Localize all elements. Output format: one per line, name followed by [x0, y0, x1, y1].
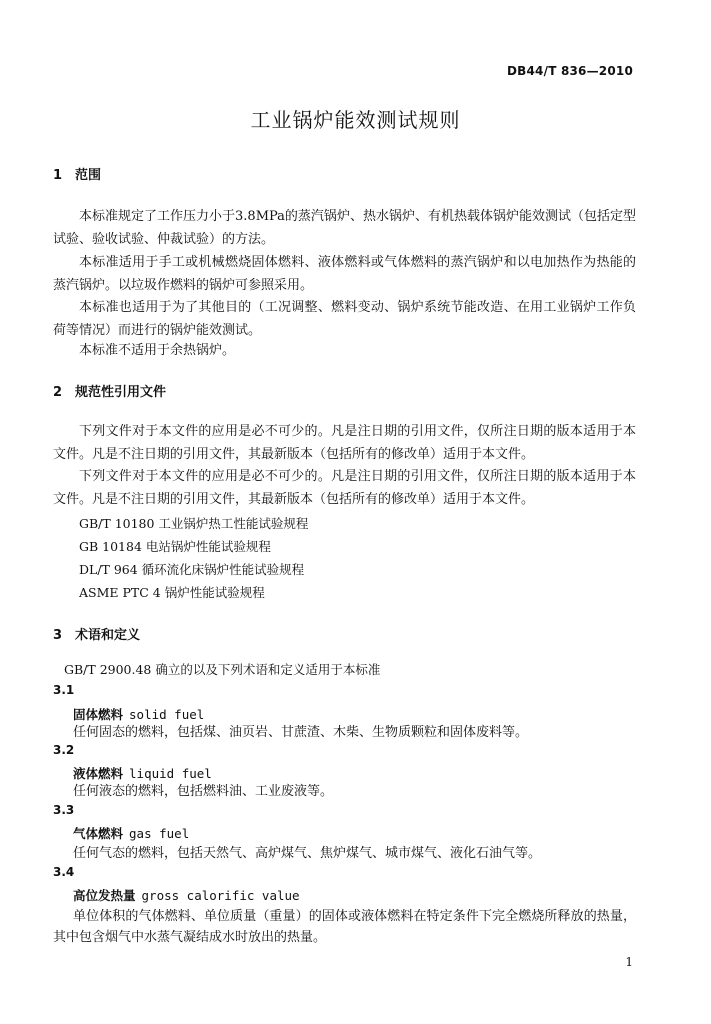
- page-number: 1: [625, 955, 633, 969]
- references-paragraph: 下列文件对于本文件的应用是必不可少的。凡是注日期的引用文件，仅所注日期的版本适用于本文件。凡是不注日期的引用文件，其最新版本（包括所有的修改单）适用于本文件。: [53, 424, 636, 462]
- references-paragraph: 下列文件对于本文件的应用是必不可少的。凡是注日期的引用文件，仅所注日期的版本适用于本文件。凡是不注日期的引用文件，其最新版本（包括所有的修改单）适用于本文件。: [53, 469, 636, 507]
- term-en: gross calorific value: [141, 888, 300, 903]
- section-number: 1: [53, 168, 63, 183]
- scope-paragraph: 本标准不适用于余热锅炉。: [79, 343, 236, 358]
- terms-intro: GB/T 2900.48 确立的以及下列术语和定义适用于本标准: [64, 662, 381, 677]
- document-title: 工业锅炉能效测试规则: [250, 108, 461, 132]
- term-heading: [73, 764, 212, 782]
- scope-paragraph: 本标准也适用于为了其他目的（工况调整、燃料变动、锅炉系统节能改造、在用工业锅炉工作负荷等情况）而进行的锅炉能效测试。: [53, 300, 636, 338]
- term-definition: 任何液态的燃料，包括燃料油、工业废液等。: [73, 784, 334, 799]
- term-zh: 固体燃料: [73, 707, 124, 722]
- section-title: 规范性引用文件: [75, 385, 167, 400]
- scope-paragraph: 本标准规定了工作压力小于3.8MPa的蒸汽锅炉、热水锅炉、有机热载体锅炉能效测试（包括定型试验、验收试验、仲裁试验）的方法。: [53, 209, 636, 247]
- term-number: 3.1: [53, 683, 75, 697]
- section-number: 3: [53, 628, 63, 643]
- term-en: liquid fuel: [129, 766, 212, 781]
- term-en: solid fuel: [129, 707, 205, 722]
- term-definition: 任何气态的燃料，包括天然气、高炉煤气、焦炉煤气、城市煤气、液化石油气等。: [73, 846, 542, 861]
- term-number: 3.2: [53, 743, 75, 757]
- term-number: 3.4: [53, 865, 75, 879]
- standard-code: DB44/T 836—2010: [507, 64, 633, 78]
- section-heading-normative-references: [53, 381, 166, 400]
- section-heading-scope: [53, 164, 101, 183]
- term-zh: 高位发热量: [73, 888, 136, 903]
- term-heading: [73, 705, 204, 723]
- section-title: 范围: [75, 168, 102, 183]
- section-number: 2: [53, 385, 63, 400]
- reference-item: GB 10184 电站锅炉性能试验规程: [79, 539, 271, 554]
- term-zh: 液体燃料: [73, 766, 124, 781]
- term-definition: 单位体积的气体燃料、单位质量（重量）的固体或液体燃料在特定条件下完全燃烧所释放的热量，其中包含烟气中水蒸气凝结成水时放出的热量。: [53, 909, 636, 945]
- term-en: gas fuel: [129, 826, 190, 841]
- reference-item: ASME PTC 4 锅炉性能试验规程: [79, 585, 265, 600]
- term-number: 3.3: [53, 803, 75, 817]
- reference-item: GB/T 10180 工业锅炉热工性能试验规程: [79, 516, 309, 531]
- scope-paragraph: 本标准适用于手工或机械燃烧固体燃料、液体燃料或气体燃料的蒸汽锅炉和以电加热作为热能的蒸汽锅炉。以垃圾作燃料的锅炉可参照采用。: [53, 255, 636, 293]
- term-definition: 任何固态的燃料，包括煤、油页岩、甘蔗渣、木柴、生物质颗粒和固体废料等。: [73, 725, 529, 740]
- reference-item: DL/T 964 循环流化床锅炉性能试验规程: [79, 562, 305, 577]
- term-zh: 气体燃料: [73, 826, 124, 841]
- section-title: 术语和定义: [75, 628, 141, 643]
- section-heading-terms: [53, 624, 140, 643]
- term-heading: [73, 824, 189, 842]
- term-heading: [73, 886, 300, 904]
